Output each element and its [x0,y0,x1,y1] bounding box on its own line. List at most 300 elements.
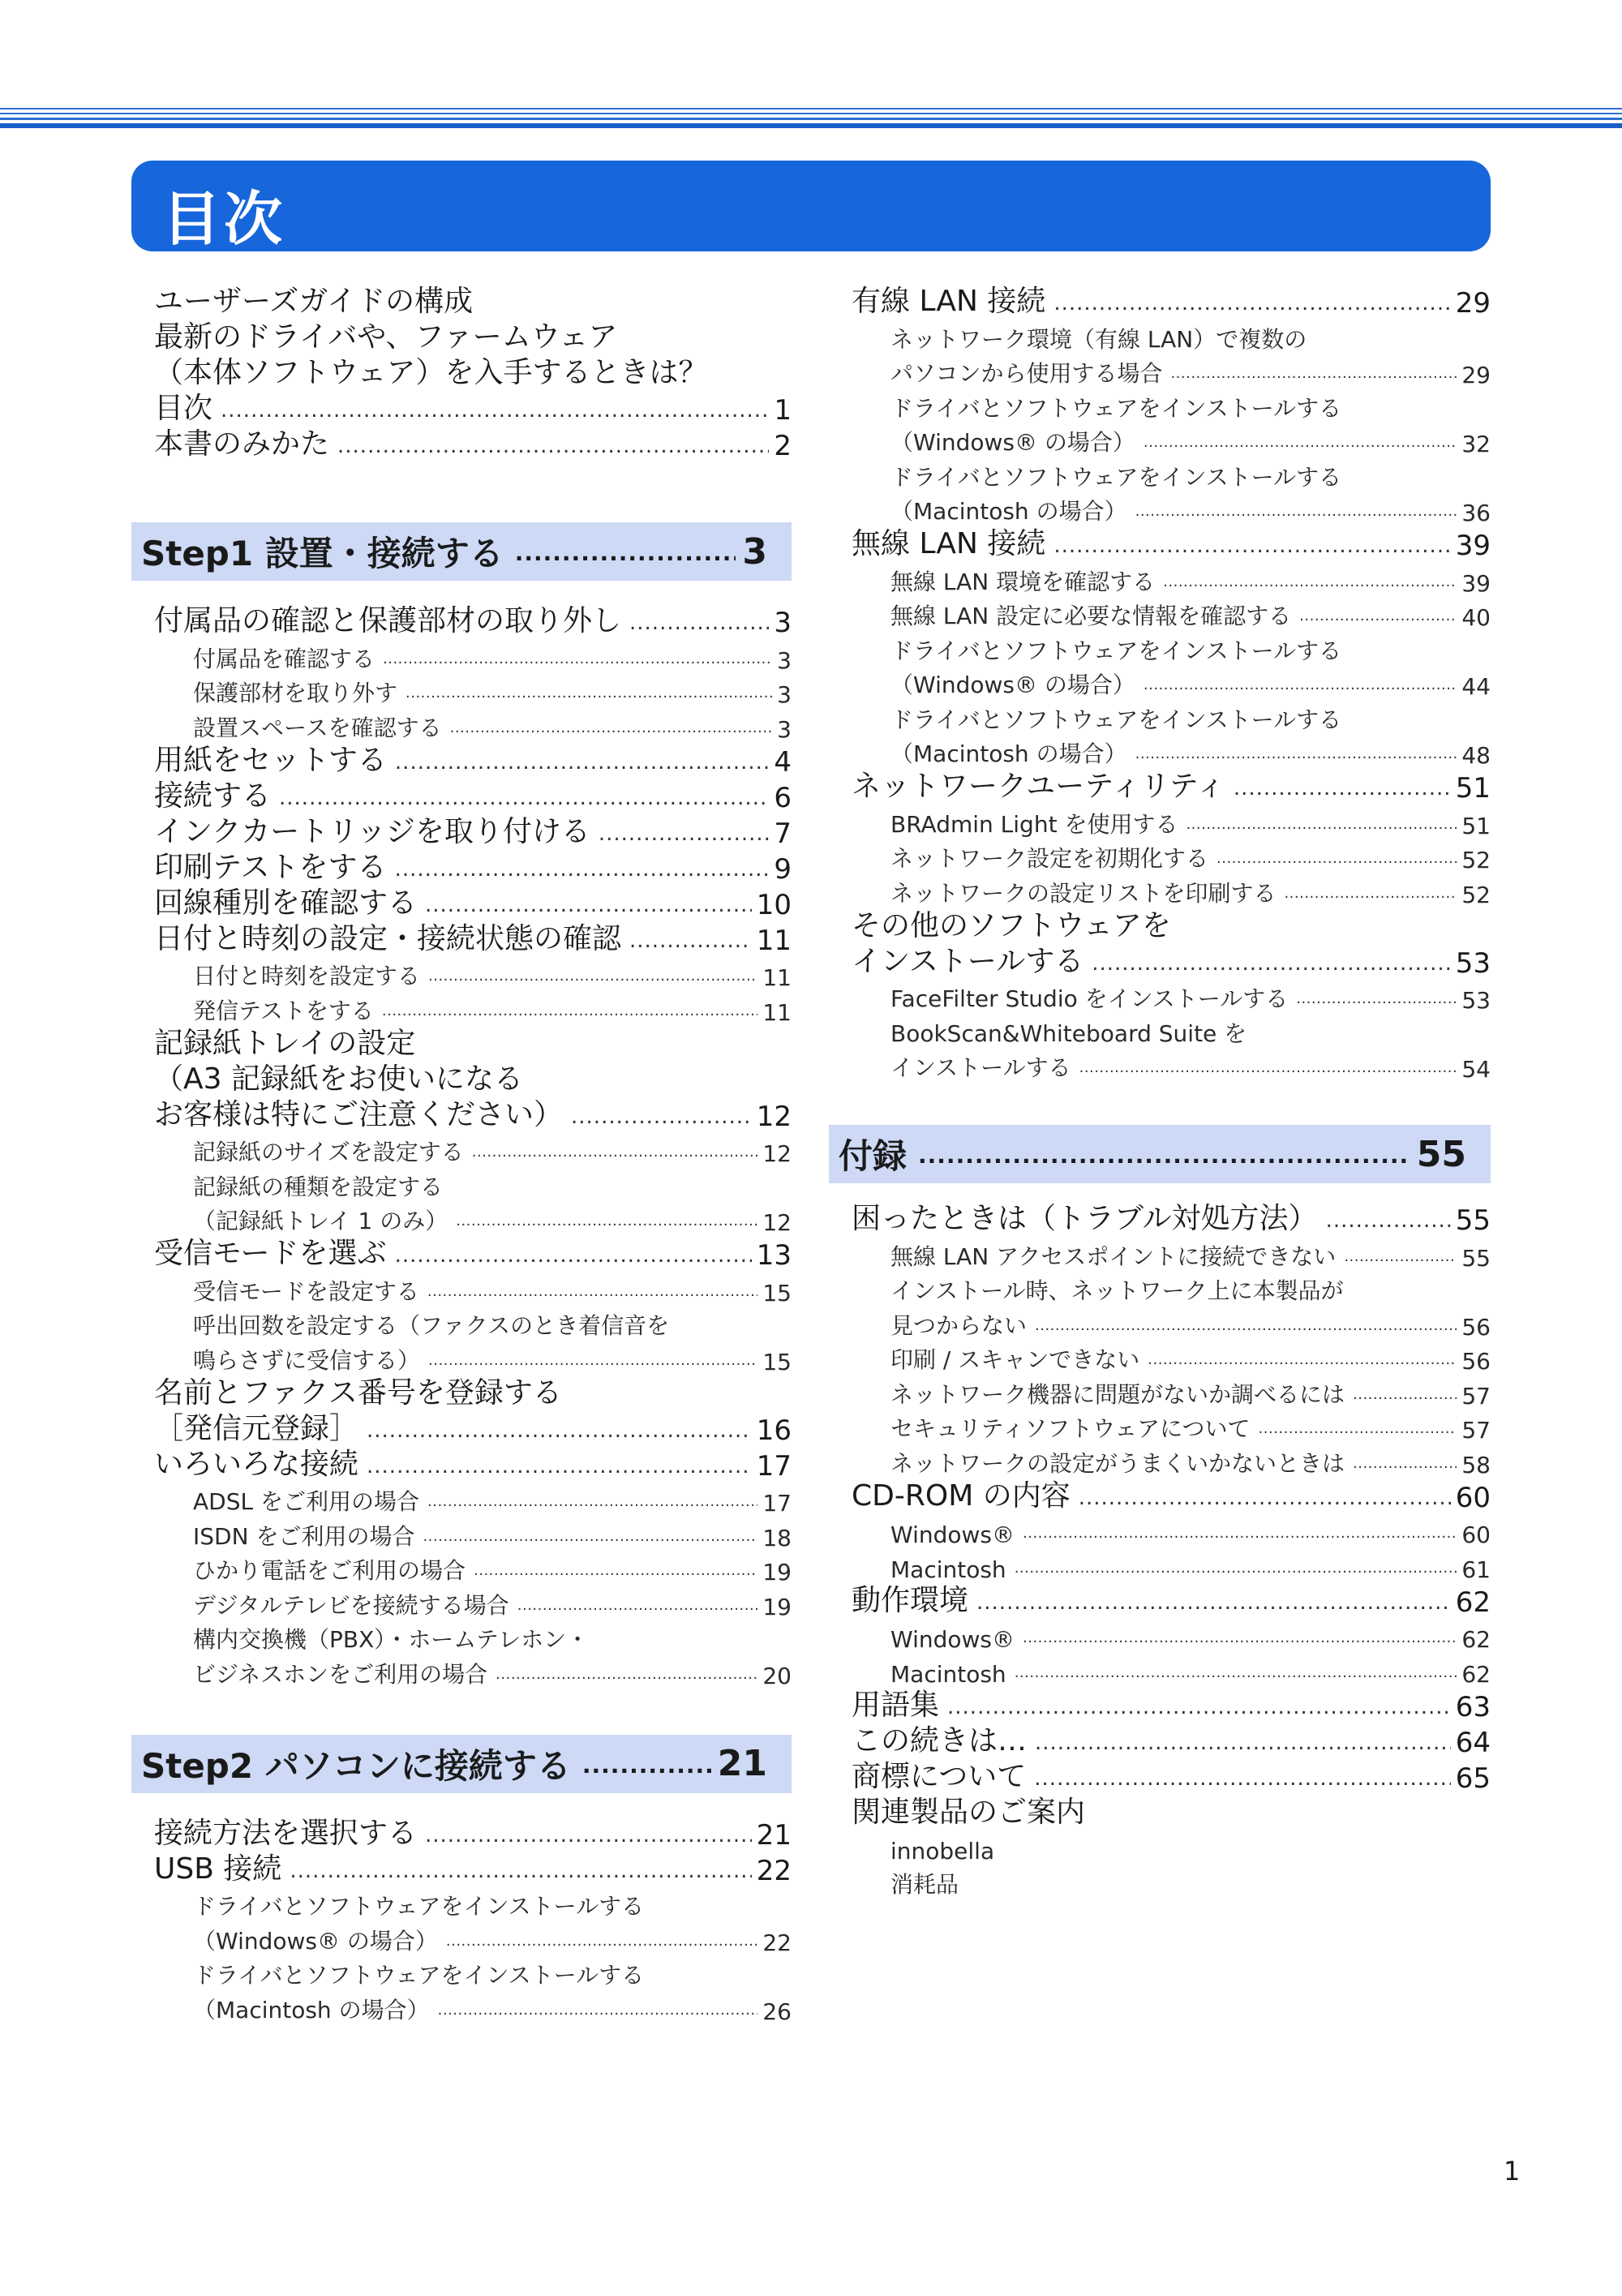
entry-page-number: 39 [1461,569,1491,597]
dot-leader [427,1495,757,1509]
entry-title: ドライバとソフトウェアをインストールする [890,463,1342,491]
entry-title: 名前とファクス番号を登録する [154,1375,562,1410]
toc-subentry[interactable] [829,562,1491,597]
dot-leader [428,969,757,984]
entry-page-number: 29 [1455,287,1491,320]
entry-title: 困ったときは（トラブル対処方法） [852,1202,1318,1235]
entry-page-number: 3 [777,681,792,708]
entry-title: この続きは… [852,1723,1028,1757]
toc-subentry[interactable] [131,639,792,674]
entry-page-number: 57 [1461,1417,1491,1444]
toc-entry[interactable] [131,427,792,462]
dot-leader [918,1142,1410,1169]
toc-subentry[interactable] [131,1483,792,1517]
entry-title: 受信モードを設定する [193,1277,419,1305]
dot-leader [1163,575,1457,590]
page-number: 1 [1504,2156,1521,2187]
entry-title: ADSL をご利用の場合 [193,1488,419,1515]
entry-title: 無線 LAN 設定に必要な情報を確認する [890,603,1292,629]
entry-title: 動作環境 [852,1583,969,1617]
dot-leader [395,1245,752,1266]
dot-leader [1035,1319,1457,1333]
entry-title: 目次 [154,392,213,425]
entry-page-number: 2 [774,430,792,462]
toc-subentry[interactable] [829,735,1491,770]
dot-leader [1216,852,1457,866]
entry-page-number: 32 [1461,431,1491,457]
toc-subentry[interactable] [131,1990,792,2025]
entry-title: 付属品を確認する [193,645,375,672]
toc-step-heading[interactable] [131,1735,792,1793]
toc-entry[interactable] [131,921,792,957]
toc-entry[interactable] [131,1852,792,1887]
entry-title: 日付と時刻の設定・接続状態の確認 [154,921,622,955]
dot-leader [395,752,769,773]
toc-entry[interactable] [829,1478,1491,1514]
entry-page-number: 39 [1455,530,1491,562]
entry-title: 最新のドライバや、ファームウェア [154,320,618,354]
entry-title: 見つからない [890,1311,1028,1339]
entry-title: Windows® [890,1626,1015,1653]
entry-page-number: 61 [1461,1556,1491,1583]
entry-page-number: 63 [1455,1690,1491,1723]
toc-subentry[interactable] [829,1514,1491,1549]
toc-subentry[interactable] [829,1341,1491,1375]
toc-subentry [829,320,1491,354]
toc-subentry [829,700,1491,735]
entry-title: （本体ソフトウェア）を入手するときは？ [154,356,708,389]
entry-page-number: 12 [762,1209,792,1236]
step-title: Step1 設置・接続する [141,534,504,573]
entry-page-number: 21 [756,1818,792,1852]
toc-subentry[interactable] [829,492,1491,527]
dot-leader [1170,367,1457,381]
dot-leader [515,539,736,566]
toc-entry[interactable] [829,1201,1491,1237]
toc-subentry[interactable] [829,423,1491,458]
toc-entry[interactable] [829,526,1491,562]
entry-page-number: 52 [1461,847,1491,873]
entry-title: 有線 LAN 接続 [852,285,1046,318]
dot-leader [582,1752,711,1779]
entry-page-number: 10 [756,888,792,921]
entry-title: innobella [890,1838,995,1865]
entry-title: パソコンから使用する場合 [890,360,1163,387]
toc-step-heading[interactable] [829,1125,1491,1183]
entry-title: 接続する [154,779,272,813]
entry-title: インストール時、ネットワーク上に本製品が [890,1277,1344,1304]
toc-subentry[interactable] [131,1921,792,1956]
toc-subentry[interactable] [829,1444,1491,1478]
entry-title: 呼出回数を設定する（ファクスのとき着信音を [193,1312,670,1339]
entry-page-number: 9 [774,852,792,886]
entry-page-number: 3 [777,646,792,674]
entry-page-number: 11 [762,998,792,1026]
entry-title: ビジネスホンをご利用の場合 [193,1660,488,1688]
toc-subentry [829,1272,1491,1307]
toc-subentry [131,1887,792,1922]
toc-entry[interactable] [829,769,1491,805]
entry-page-number: 17 [756,1449,792,1483]
dot-leader [1023,1526,1457,1541]
dot-leader [425,1825,752,1846]
toc-subentry[interactable] [829,1619,1491,1654]
dot-leader [367,1420,752,1441]
dot-leader [1299,609,1457,624]
toc-entry[interactable] [131,1236,792,1272]
entry-title: ネットワークの設定がうまくいかないときは [890,1449,1345,1477]
dot-leader [1144,436,1457,450]
step-page-number: 3 [742,530,767,573]
toc-subentry[interactable] [131,708,792,743]
entry-title: 用紙をセットする [154,743,387,777]
dot-leader [1053,535,1450,556]
entry-page-number: 7 [774,817,792,850]
entry-page-number: 16 [756,1414,792,1447]
entry-title: （Macintosh の場合） [890,498,1127,525]
dot-leader [1015,1666,1457,1680]
entry-page-number: 48 [1461,742,1491,769]
dot-leader [337,436,769,457]
dot-leader [1135,747,1457,762]
entry-title: 構内交換機（PBX）・ホームテレホン・ [193,1626,590,1653]
toc-entry [829,1795,1491,1830]
entry-title: 受信モードを選ぶ [154,1237,387,1270]
dot-leader [1344,1250,1457,1264]
dot-leader [1135,504,1457,519]
dot-leader [290,1860,751,1882]
dot-leader [406,686,772,701]
entry-page-number: 11 [762,964,792,991]
dot-leader [1092,953,1451,974]
toc-subentry[interactable] [829,1306,1491,1341]
dot-leader [472,1145,758,1160]
toc-subentry[interactable] [829,1049,1491,1084]
entry-page-number: 62 [1461,1660,1491,1688]
toc-entry[interactable] [829,1723,1491,1759]
entry-title: Macintosh [890,1556,1006,1583]
toc-subentry [829,1014,1491,1049]
entry-title: 鳴らさずに受信する） [193,1346,421,1374]
entry-title: 印刷 / スキャンできない [890,1346,1140,1373]
entry-page-number: 36 [1461,500,1491,526]
entry-title: FaceFilter Studio をインストールする [890,985,1289,1012]
dot-leader [1053,293,1450,314]
entry-title: ドライバとソフトウェアをインストールする [890,637,1342,664]
toc-entry[interactable] [829,944,1491,980]
entry-page-number: 6 [774,781,792,814]
dot-leader [382,1004,757,1019]
toc-subentry [829,631,1491,666]
entry-title: 接続方法を選択する [154,1816,418,1850]
entry-page-number: 56 [1461,1313,1491,1341]
entry-page-number: 60 [1461,1521,1491,1548]
dot-leader [947,1697,1451,1718]
step-page-number: 55 [1416,1133,1466,1175]
entry-page-number: 57 [1461,1382,1491,1410]
toc-subentry [829,1830,1491,1865]
entry-page-number: 17 [762,1490,792,1517]
entry-title: 本書のみかた [154,427,330,461]
entry-title: Macintosh [890,1660,1006,1688]
toc-entry [131,284,792,320]
entry-title: インクカートリッジを取り付ける [154,814,590,848]
entry-title: （Windows® の場合） [890,429,1135,456]
entry-title: インストールする [852,944,1084,978]
entry-page-number: 29 [1461,362,1491,388]
toc-entry [829,908,1491,944]
dot-leader [279,788,769,809]
entry-page-number: 54 [1461,1056,1491,1083]
entry-page-number: 26 [762,1998,792,2025]
toc-subentry [131,1167,792,1202]
title-bar [131,161,1491,251]
entry-page-number: 20 [762,1662,792,1689]
entry-title: ISDN をご利用の場合 [193,1522,415,1550]
dot-leader [446,1934,757,1949]
toc-subentry[interactable] [829,873,1491,908]
entry-page-number: 51 [1455,772,1491,805]
toc-entry[interactable] [131,1411,792,1447]
toc-entry[interactable] [131,1816,792,1852]
toc-subentry [829,1865,1491,1899]
toc-subentry[interactable] [131,991,792,1026]
step-title: Step2 パソコンに接続する [141,1745,571,1786]
dot-leader [1079,1487,1451,1508]
toc-subentry[interactable] [131,1654,792,1689]
toc-subentry[interactable] [131,957,792,992]
dot-leader [1015,1561,1457,1576]
entry-title: セキュリティソフトウェアについて [890,1415,1251,1442]
dot-leader [1023,1631,1457,1646]
entry-title: ドライバとソフトウェアをインストールする [890,706,1342,733]
entry-page-number: 44 [1461,673,1491,700]
toc-entry[interactable] [131,743,792,779]
entry-page-number: 3 [777,715,792,743]
entry-title: 付属品の確認と保護部材の取り外し [154,604,622,637]
dot-leader [1234,778,1451,799]
dot-leader [629,612,769,633]
toc-subentry[interactable] [829,980,1491,1015]
toc-subentry[interactable] [829,1410,1491,1444]
entry-title: いろいろな接続 [154,1447,359,1481]
dot-leader [425,895,752,916]
entry-title: （A3 記録紙をお使いになる [154,1062,523,1096]
toc-subentry[interactable] [829,354,1491,389]
entry-page-number: 52 [1461,881,1491,908]
entry-title: BookScan&Whiteboard Suite を [890,1019,1247,1047]
dot-leader [450,721,773,736]
entry-title: 記録紙の種類を設定する [193,1173,444,1200]
dot-leader [1259,1422,1457,1436]
toc-entry[interactable] [131,391,792,427]
entry-page-number: 4 [774,745,792,779]
entry-page-number: 11 [756,924,792,957]
dot-leader [383,652,772,667]
toc-entry[interactable] [131,850,792,886]
entry-page-number: 19 [762,1559,792,1586]
entry-title: 設置スペースを確認する [193,714,442,741]
entry-page-number: 55 [1455,1204,1491,1237]
dot-leader [496,1667,757,1682]
dot-leader [1148,1353,1457,1367]
entry-title: 記録紙のサイズを設定する [193,1139,464,1165]
toc-subentry[interactable] [829,1653,1491,1688]
toc-subentry[interactable] [829,666,1491,701]
entry-title: ［発信元登録］ [154,1411,359,1445]
dot-leader [1034,1768,1450,1789]
entry-page-number: 13 [756,1239,792,1272]
dot-leader [571,1106,752,1127]
entry-page-number: 60 [1455,1481,1491,1514]
entry-title: ひかり電話をご利用の場合 [193,1557,466,1584]
entry-title: デジタルテレビを接続する場合 [193,1591,509,1619]
toc-subentry[interactable] [131,1517,792,1551]
entry-page-number: 3 [774,607,792,639]
dot-leader [367,1456,752,1477]
toc-step-heading[interactable] [131,522,792,581]
toc-entry[interactable] [829,1583,1491,1619]
dot-leader [1326,1210,1451,1231]
toc-entry[interactable] [131,1097,792,1133]
entry-title: ネットワーク環境（有線 LAN）で複数の [890,325,1307,353]
page-title: 目次 [162,185,286,253]
toc-entry[interactable] [131,1447,792,1483]
toc-entry [131,1062,792,1097]
toc-subentry[interactable] [829,1375,1491,1410]
entry-page-number: 15 [762,1279,792,1307]
entry-page-number: 22 [762,1929,792,1956]
toc-subentry [131,1307,792,1341]
entry-page-number: 53 [1455,946,1491,980]
toc-subentry[interactable] [829,839,1491,874]
entry-page-number: 12 [756,1100,792,1133]
dot-leader [517,1599,758,1613]
toc-entry[interactable] [131,779,792,814]
entry-title: 回線種別を確認する [154,886,418,920]
entry-page-number: 51 [1461,812,1491,839]
toc-subentry [829,388,1491,423]
toc-subentry[interactable] [829,805,1491,839]
toc-subentry[interactable] [131,1551,792,1586]
entry-title: ネットワークの設定リストを印刷する [890,879,1277,907]
dot-leader [456,1214,757,1229]
toc-entry[interactable] [131,814,792,850]
entry-title: ドライバとソフトウェアをインストールする [193,1962,645,1989]
entry-title: 無線 LAN アクセスポイントに接続できない [890,1242,1337,1270]
dot-leader [1353,1388,1457,1402]
toc-subentry[interactable] [131,1341,792,1375]
dot-leader [1079,1061,1457,1075]
dot-leader [599,823,770,844]
dot-leader [438,2003,758,2018]
toc-subentry[interactable] [829,1548,1491,1583]
entry-title: 消耗品 [890,1870,959,1898]
toc-entry[interactable] [131,603,792,639]
dot-leader [1284,886,1457,901]
entry-title: ドライバとソフトウェアをインストールする [193,1893,645,1920]
dot-leader [1035,1732,1451,1753]
toc-entry[interactable] [829,1688,1491,1723]
entry-title: Windows® [890,1521,1015,1548]
step-title: 付録 [839,1136,908,1176]
toc-entry[interactable] [131,886,792,921]
entry-page-number: 62 [1461,1626,1491,1653]
entry-title: 用語集 [852,1688,940,1722]
dot-leader [976,1592,1451,1613]
toc-entry[interactable] [829,284,1491,320]
entry-title: USB 接続 [154,1852,282,1886]
entry-title: 無線 LAN 環境を確認する [890,568,1156,595]
entry-title: 日付と時刻を設定する [193,963,421,989]
dot-leader [1186,818,1457,832]
entry-page-number: 40 [1461,604,1491,631]
entry-title: 保護部材を取り外す [193,680,398,706]
toc-entry [131,1026,792,1062]
header-rule [0,108,1622,132]
entry-page-number: 15 [762,1348,792,1375]
entry-title: ドライバとソフトウェアをインストールする [890,394,1342,422]
entry-page-number: 62 [1455,1586,1491,1619]
entry-title: CD-ROM の内容 [852,1478,1071,1513]
toc-subentry [131,1620,792,1655]
toc-subentry[interactable] [829,597,1491,632]
dot-leader [1353,1457,1457,1471]
toc-entry[interactable] [829,1759,1491,1795]
toc-entry [131,355,792,391]
entry-page-number: 12 [762,1140,792,1167]
toc-entry [131,320,792,355]
entry-page-number: 1 [774,394,792,427]
entry-title: ネットワーク設定を初期化する [890,845,1209,872]
toc-subentry[interactable] [131,1202,792,1237]
dot-leader [428,1354,757,1368]
entry-title: （Macintosh の場合） [890,740,1127,767]
entry-page-number: 64 [1455,1726,1491,1759]
entry-title: 関連製品のご案内 [852,1795,1086,1829]
entry-title: （Macintosh の場合） [193,1996,430,2023]
entry-page-number: 65 [1455,1762,1491,1795]
toc-subentry [131,1956,792,1991]
toc-subentry[interactable] [131,1133,792,1168]
entry-page-number: 53 [1461,987,1491,1014]
dot-leader [629,930,752,951]
entry-title: 無線 LAN 接続 [852,527,1046,560]
toc-entry [131,1375,792,1411]
toc-subentry[interactable] [131,1586,792,1620]
entry-title: （記録紙トレイ 1 のみ） [193,1208,448,1234]
entry-title: （Windows® の場合） [890,672,1135,698]
toc-subentry[interactable] [131,1272,792,1307]
entry-page-number: 19 [762,1593,792,1620]
toc-left-column [131,284,792,2025]
toc-right-column [829,284,1491,1899]
entry-title: インストールする [890,1054,1071,1081]
entry-title: （Windows® の場合） [193,1927,438,1955]
dot-leader [423,1530,757,1544]
entry-title: 印刷テストをする [154,850,387,884]
toc-subentry[interactable] [829,1237,1491,1272]
dot-leader [395,859,770,880]
dot-leader [221,400,769,421]
toc-subentry[interactable] [131,674,792,709]
entry-title: 記録紙トレイの設定 [154,1026,416,1060]
dot-leader [474,1564,757,1578]
entry-title: ネットワーク機器に問題がないか調べるには [890,1380,1345,1408]
entry-title: ユーザーズガイドの構成 [154,285,474,318]
dot-leader [1296,992,1457,1006]
toc-subentry [829,457,1491,492]
